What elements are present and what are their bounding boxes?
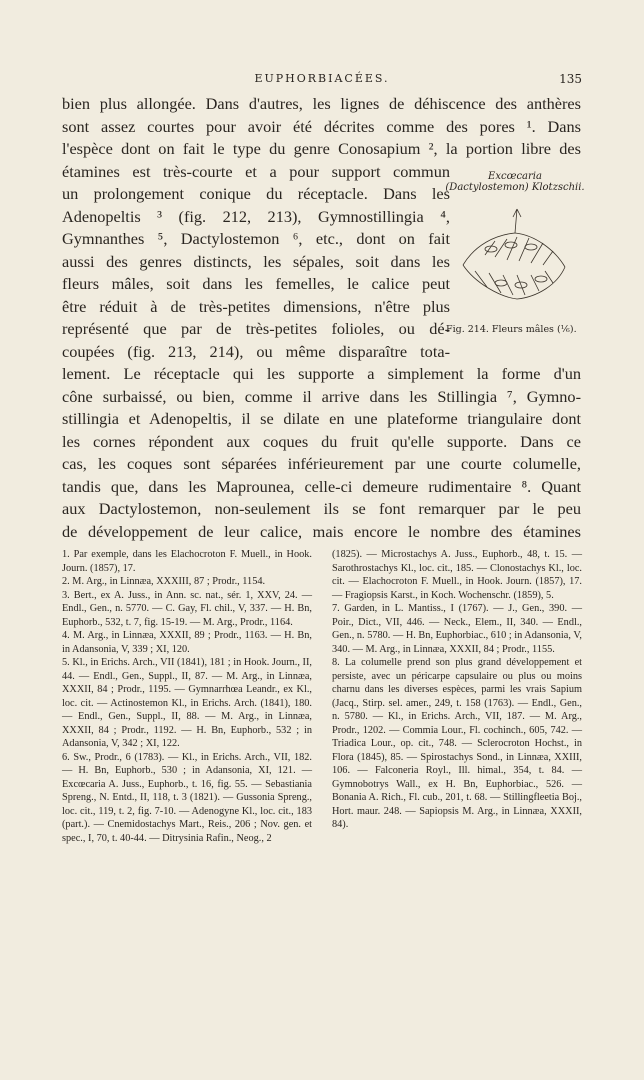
body-line: coupées (fig. 213, 214), ou même disparaître tota- xyxy=(62,341,450,361)
body-line: représenté que par de très-petites folioles, ou dé- xyxy=(62,319,450,338)
running-title: EUPHORBIACÉES. xyxy=(254,72,390,85)
footnote: 1. Par exemple, dans les Elachocroton F. Muell., in Hook. Journ. (1857), 17. xyxy=(62,549,312,574)
figure-caption-bottom: Fig. 214. Fleurs mâles (⅙). xyxy=(446,324,577,335)
footnote: 7. Garden, in L. Mantiss., I (1767). — J., Gen., 390. — Poir., Dict., VII, 446. — Neck., Elem., II, 340. — Endl., Gen., n. 5780. — H. Bn, Euphorbiac., 610 ; in Adansonia, V, 340. — M. Arg., in Linnæa, XXXII, 84 ; Prodr., 1155. xyxy=(332,603,582,655)
running-header xyxy=(62,70,582,90)
footnote: 4. M. Arg., in Linnæa, XXXII, 89 ; Prodr., 1163. — H. Bn, in Adansonia, V, 339 ; XI, 120. xyxy=(62,630,312,655)
body-line: aux Dactylostemon, non-seulement ils se font remarquer par le peu xyxy=(62,499,581,518)
footnote: 3. Bert., ex A. Juss., in Ann. sc. nat., sér. 1, XXV, 24. — Endl., Gen., n. 5770. — C. Gay, Fl. chil., V, 337. — H. Bn, Euphorb., 532, t. 7, fig. 15-19. — M. Arg., Prodr., 1164. xyxy=(62,589,312,628)
footnote: 8. La columelle prend son plus grand développement et persiste, avec un péricarpe capsulaire ou plus ou moins charnu dans les diverses espèces, parmi les vrais Sapium (Jacq., Stirp. sel. amer., 249, t. 158 (1763). — Endl., Gen., n. 5780. — Kl., in Erichs. Arch., VII, 187. — M. Arg., Prodr., 1202. — Commia Lour., Fl. cochinch., 605, 742. — Triadica Lour., op. cit., 748. — Sclerocroton Hochst., in Flora (1845), 85. — Spirostachys Sond., in Linnæa, XXIII, 106. — Falconeria Royl., Ill. himal., 354, t. 84. — Gymnobotrys Wall., ex H. Bn, Euphorbiac., 526. — Bonania A. Rich., Fl. cub., 201, t. 68. — Stillingfleetia Boj., Hort. maur. 248. — Sapiopsis M. Arg., in Linnæa, XXXII, 84). xyxy=(332,657,582,830)
body-line: stillingia et Adenopeltis, il se dilate en une plateforme triangulaire dont xyxy=(62,409,581,428)
body-line: sont assez courtes pour avoir été décrites comme des pores ¹. Dans xyxy=(62,116,581,136)
body-line: étamines est très-courte et a pour support commun xyxy=(62,161,450,181)
body-line: cône surbaissé, ou bien, comme il arrive dans les Stillingia ⁷, Gymno- xyxy=(62,386,581,406)
body-line: aussi des genres distincts, les sépales, soit dans les xyxy=(62,251,450,271)
body-line: fleurs mâles, soit dans les femelles, le calice peut xyxy=(62,274,450,293)
body-line: être réduit à de très-petites dimensions, n'être plus xyxy=(62,296,450,316)
body-line: un prolongement conique du réceptacle. Dans les xyxy=(62,184,450,203)
figure-caption-top: Excœcaria (Dactylostemon) Klotzschii. xyxy=(445,171,585,193)
footnote: 6. Sw., Prodr., 6 (1783). — Kl., in Erichs. Arch., VII, 182. — H. Bn, Euphorb., 530 ; in Adansonia, XI, 121. — Excœcaria A. Juss., Euphorb., t. 16, fig. 55. — Sebastiania Spreng., N. Entd., II, 118, t. 3 (1821). — Gussonia Spreng., loc. cit., 119, t. 2, fig. 7-10. — Adenogyne Kl., loc. cit., 183 (part.). — Cnemidostachys Mart., Reis., 206 ; Nov. gen. et spec., I, 70, t. 40-44. — Ditrysinia Rafin., Neog., 2 xyxy=(62,751,312,844)
flower-illustration xyxy=(455,205,573,315)
footnotes-right-column xyxy=(332,548,582,832)
page-number: 135 xyxy=(559,72,582,86)
body-text xyxy=(62,93,581,543)
body-line: l'espèce dont on fait le type du genre Conosapium ², la portion libre des xyxy=(62,139,581,158)
body-line: Gymnanthes ⁵, Dactylostemon ⁶, etc., dont on fait xyxy=(62,229,450,248)
footnote: (1825). — Microstachys A. Juss., Euphorb., 48, t. 15. — Sarothrostachys Kl., loc. cit., 185. — Clonostachys Kl., loc. cit. — Elachocroton F. Muell., in Hook. Journ. (1857), 17. — Fragiopsis Karst., in Koch. Wochenschr. (1859), 5. xyxy=(332,549,582,601)
footnote: 2. M. Arg., in Linnæa, XXXIII, 87 ; Prodr., 1154. xyxy=(62,576,266,587)
footnote: 5. Kl., in Erichs. Arch., VII (1841), 181 ; in Hook. Journ., II, 44. — Endl., Gen., Suppl., II, 87. — M. Arg., in Linnæa, XXXII, 84 ; Prodr., 1195. — Gymnarrhœa Leandr., ex Kl., loc. cit. — Actinostemon Kl., in Erichs. Arch. (1841), 180. — Endl., Gen., Suppl., II, 88. — M. Arg., in Linnæa, XXXII, 84 ; Prodr., 1192. — H. Bn, Euphorb., 532 ; in Adansonia, V, 342 ; XI, 122. xyxy=(62,657,312,749)
body-line: tandis que, dans les Maprounea, celle-ci demeure rudimentaire ⁸. Quant xyxy=(62,476,581,496)
footnotes-left-column xyxy=(62,548,312,845)
body-line: lement. Le réceptacle qui les supporte a simplement la forme d'un xyxy=(62,364,581,383)
body-line: les cornes répondent aux coques du fruit qu'elle supporte. Dans ce xyxy=(62,431,581,451)
body-line: bien plus allongée. Dans d'autres, les lignes de déhiscence des anthères xyxy=(62,94,581,113)
body-line: cas, les coques sont séparées inférieurement par une courte columelle, xyxy=(62,454,581,473)
body-line: de développement de leur calice, mais encore le nombre des étamines xyxy=(62,521,581,541)
body-line: Adenopeltis ³ (fig. 212, 213), Gymnostillingia ⁴, xyxy=(62,206,450,226)
